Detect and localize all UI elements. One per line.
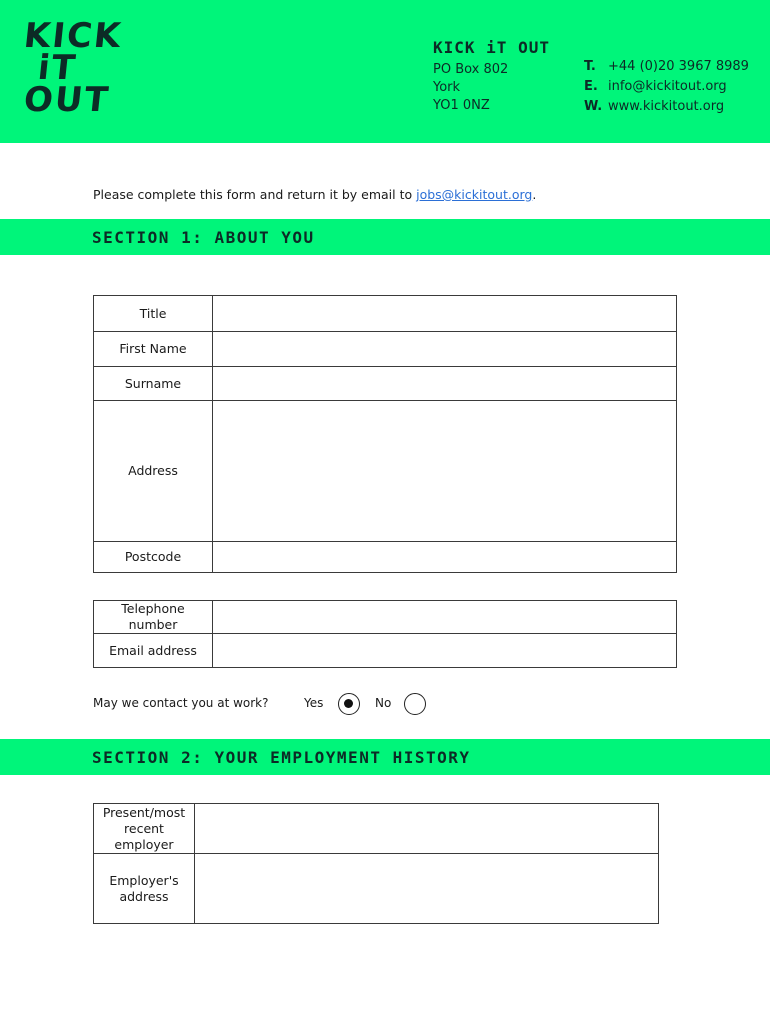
telephone-label: Telephone number xyxy=(94,601,213,634)
email-label: Email address xyxy=(94,634,213,668)
address-label: Address xyxy=(94,401,213,542)
contact-website xyxy=(584,97,749,117)
first-name-label: First Name xyxy=(94,332,213,367)
employer-address-field[interactable] xyxy=(195,854,659,924)
contact-value: www.kickitout.org xyxy=(608,99,725,114)
contact-key: W. xyxy=(584,99,603,114)
contact-at-work-question: May we contact you at work? xyxy=(93,696,269,710)
address-field[interactable] xyxy=(213,401,677,542)
contact-email xyxy=(584,77,749,97)
kick-it-out-logo xyxy=(21,16,142,128)
telephone-field[interactable] xyxy=(213,601,677,634)
logo-line-2: iT xyxy=(35,48,79,88)
intro-sentence: Please complete this form and return it by email to xyxy=(93,187,417,202)
contact-value: +44 (0)20 3967 8989 xyxy=(608,59,749,74)
section-2-title: SECTION 2: YOUR EMPLOYMENT HISTORY xyxy=(92,748,471,767)
logo-line-3: OUT xyxy=(21,80,112,120)
email-field[interactable] xyxy=(213,634,677,668)
header-banner xyxy=(0,0,770,143)
no-radio[interactable] xyxy=(404,693,426,715)
postcode-field[interactable] xyxy=(213,542,677,573)
address-line: YO1 0NZ xyxy=(433,98,490,113)
logo-line-1: KICK xyxy=(21,16,125,56)
intro-text xyxy=(93,187,536,202)
org-contact xyxy=(584,57,749,117)
intro-end: . xyxy=(532,187,537,202)
address-line: PO Box 802 xyxy=(433,62,509,77)
address-line: York xyxy=(433,80,461,95)
jobs-email-link[interactable]: jobs@kickitout.org xyxy=(416,187,533,202)
contact-key: T. xyxy=(584,59,596,74)
yes-radio[interactable] xyxy=(338,693,360,715)
employer-address-label: Employer's address xyxy=(94,854,195,924)
postcode-label: Postcode xyxy=(94,542,213,573)
section-1-title: SECTION 1: ABOUT YOU xyxy=(92,228,315,247)
org-name: KICK iT OUT xyxy=(433,38,550,57)
contact-phone xyxy=(584,57,749,77)
contact-value: info@kickitout.org xyxy=(608,79,727,94)
title-field[interactable] xyxy=(213,296,677,332)
title-label: Title xyxy=(94,296,213,332)
first-name-field[interactable] xyxy=(213,332,677,367)
contact-table xyxy=(93,600,677,668)
contact-key: E. xyxy=(584,79,598,94)
yes-label: Yes xyxy=(304,696,324,710)
surname-label: Surname xyxy=(94,367,213,401)
no-label: No xyxy=(375,696,392,710)
employer-field[interactable] xyxy=(195,804,659,854)
surname-field[interactable] xyxy=(213,367,677,401)
employer-label: Present/most recent employer xyxy=(94,804,195,854)
about-you-table xyxy=(93,295,677,573)
org-address xyxy=(433,61,508,115)
employment-table xyxy=(93,803,659,924)
